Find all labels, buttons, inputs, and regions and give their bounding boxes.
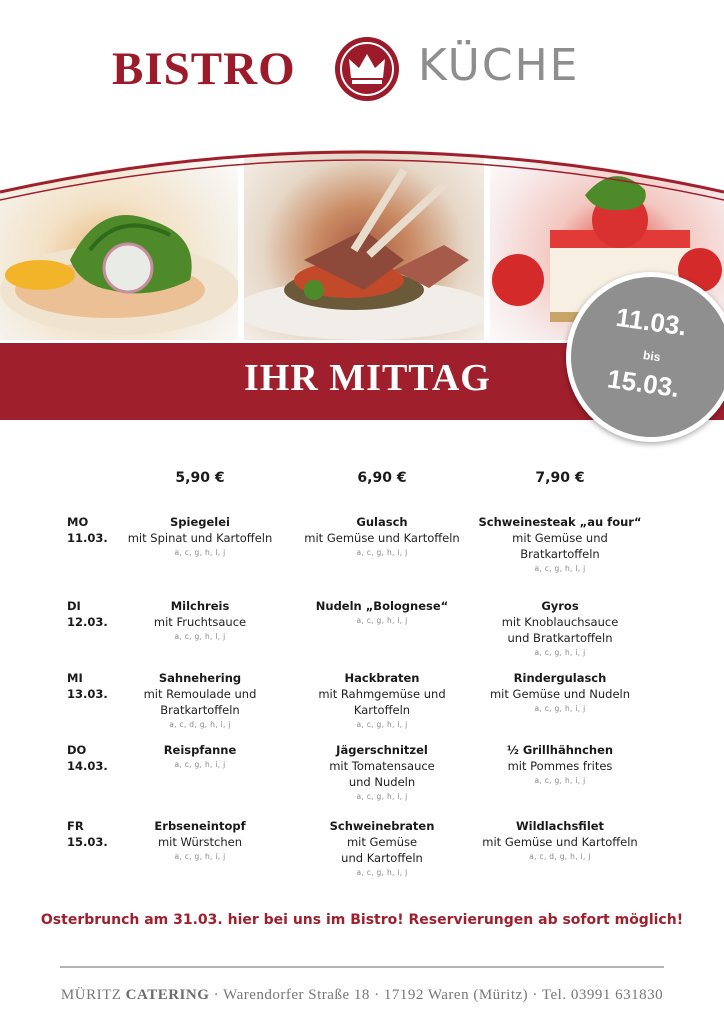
dish-name: Milchreis	[170, 599, 230, 613]
dish-description: mit Gemüse und Nudeln	[489, 687, 631, 701]
allergen-codes: a, c, g, h, i, j	[174, 760, 226, 769]
dish-name: Jägerschnitzel	[336, 743, 428, 757]
page-title: IHR MITTAG	[244, 357, 491, 399]
dish-cell	[110, 742, 290, 772]
company-name-prefix: MÜRITZ	[60, 987, 122, 1003]
dish-name: Rindergulasch	[513, 671, 607, 685]
contact-details: · Warendorfer Straße 18 · 17192 Waren (Müritz) · Tel. 03991 631830	[213, 987, 664, 1003]
day-date: 12.03.	[67, 615, 108, 629]
dish-description: mit Rahmgemüse und	[318, 687, 446, 701]
dish-name: Sahnehering	[158, 671, 242, 685]
footer-contact	[0, 987, 724, 1004]
date-to: 15.03.	[605, 363, 682, 404]
dish-cell	[110, 514, 290, 560]
weekday: MO	[67, 515, 89, 529]
day-date: 11.03.	[67, 531, 108, 545]
day-label	[67, 742, 108, 774]
day-label	[67, 818, 108, 850]
allergen-codes: a, c, g, h, i, j	[174, 852, 226, 861]
day-label	[67, 514, 108, 546]
dish-description: mit Gemüse und Kartoffeln	[304, 531, 460, 545]
allergen-codes: a, c, d, g, h, i, j	[169, 720, 231, 729]
dish-cell	[470, 598, 650, 660]
allergen-codes: a, c, g, h, l, j	[174, 632, 226, 641]
logo-text-kueche: KÜCHE	[418, 40, 580, 91]
price-header	[0, 470, 724, 494]
dish-name: Schweinesteak „au four“	[478, 515, 642, 529]
dish-description: mit Fruchtsauce	[153, 615, 247, 629]
dish-cell	[470, 670, 650, 716]
allergen-codes: a, c, g, h, i, j	[534, 704, 586, 713]
price-column-2: 6,90 €	[357, 470, 407, 486]
price-column-1: 5,90 €	[175, 470, 225, 486]
dish-name: Nudeln „Bolognese“	[315, 599, 449, 613]
dish-description: mit Remoulade und	[143, 687, 257, 701]
company-name-bold: CATERING	[125, 987, 210, 1003]
dish-description: und Bratkartoffeln	[507, 631, 613, 645]
allergen-codes: a, c, g, h, i, j	[356, 720, 408, 729]
day-label	[67, 670, 108, 702]
weekday: FR	[67, 819, 84, 833]
dish-description: Kartoffeln	[353, 703, 411, 717]
dish-description: mit Gemüse und	[512, 531, 608, 545]
allergen-codes: a, c, g, h, i, j	[534, 648, 586, 657]
dish-name: Gyros	[541, 599, 579, 613]
dish-name: Spiegelei	[170, 515, 230, 529]
allergen-codes: a, c, g, h, i, j	[356, 548, 408, 557]
weekday: DI	[67, 599, 81, 613]
allergen-codes: a, c, d, g, h, i, j	[529, 852, 591, 861]
dish-cell	[110, 818, 290, 864]
dish-description: und Nudeln	[348, 775, 416, 789]
dish-cell	[292, 818, 472, 880]
dish-description: Bratkartoffeln	[160, 703, 240, 717]
dish-cell	[470, 742, 650, 788]
dish-description: und Kartoffeln	[341, 851, 423, 865]
dish-description: Bratkartoffeln	[520, 547, 600, 561]
dish-cell	[292, 670, 472, 732]
dish-name: Gulasch	[356, 515, 408, 529]
dish-description: mit Pommes frites	[507, 759, 613, 773]
dish-name: Erbseneintopf	[154, 819, 246, 833]
weekday: MI	[67, 671, 83, 685]
dish-cell	[292, 742, 472, 804]
dish-description: mit Gemüse	[346, 835, 418, 849]
day-label	[67, 598, 108, 630]
allergen-codes: a, c, g, h, i, j	[534, 776, 586, 785]
dish-description: mit Tomatensauce	[329, 759, 435, 773]
allergen-codes: a, c, g, h, i, j	[356, 616, 408, 625]
dish-name: Reispfanne	[163, 743, 237, 757]
footer-divider	[60, 966, 664, 968]
price-column-3: 7,90 €	[535, 470, 585, 486]
dish-description: mit Knoblauchsauce	[501, 615, 619, 629]
date-separator: bis	[642, 347, 662, 365]
date-from: 11.03.	[614, 301, 689, 342]
dish-description: mit Spinat und Kartoffeln	[127, 531, 273, 545]
dish-name: Wildlachsfilet	[515, 819, 605, 833]
promo-note: Osterbrunch am 31.03. hier bei uns im Bistro! Reservierungen ab sofort möglich!	[40, 912, 684, 928]
dish-cell	[470, 818, 650, 864]
allergen-codes: a, c, g, h, i, j	[356, 868, 408, 877]
logo	[0, 28, 724, 108]
dish-description: mit Gemüse und Kartoffeln	[482, 835, 638, 849]
day-date: 13.03.	[67, 687, 108, 701]
allergen-codes: a, c, g, h, l, j	[534, 564, 586, 573]
dish-name: Hackbraten	[344, 671, 420, 685]
allergen-codes: a, c, g, h, i, j	[356, 792, 408, 801]
allergen-codes: a, c, g, h, l, j	[174, 548, 226, 557]
day-date: 14.03.	[67, 759, 108, 773]
dish-cell	[110, 598, 290, 644]
dish-cell	[292, 514, 472, 560]
day-date: 15.03.	[67, 835, 108, 849]
weekday: DO	[67, 743, 87, 757]
dish-description: mit Würstchen	[157, 835, 242, 849]
dish-name: ½ Grillhähnchen	[506, 743, 614, 757]
logo-text-bistro: BISTRO	[112, 43, 296, 95]
dish-cell	[292, 598, 472, 628]
dish-cell	[110, 670, 290, 732]
crown-icon	[332, 34, 402, 104]
dish-cell	[470, 514, 650, 576]
dish-name: Schweinebraten	[329, 819, 435, 833]
